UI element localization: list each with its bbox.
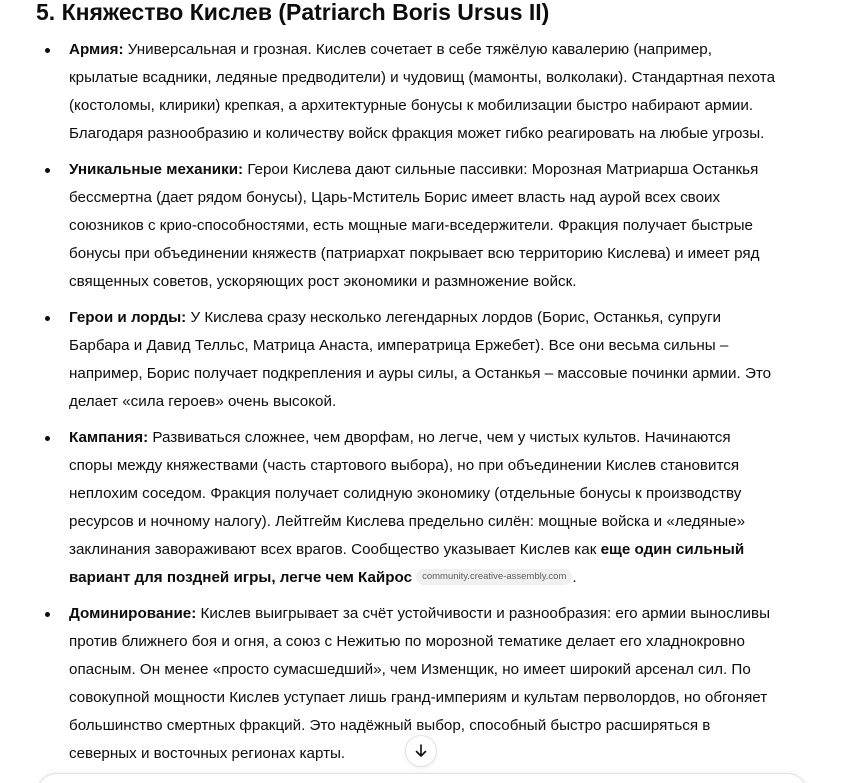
bullet-dot bbox=[45, 316, 50, 321]
bullet-dot bbox=[45, 48, 50, 53]
bullet-text: Кислев выигрывает за счёт устойчивости и разнообразия: его армии выносливы против ближнего боя и огня, а союз с Нежитью по морозной тематике делает его хладнокровно опасным. Он менее «просто сумасшедший», чем Изменщик, но имеет широкий арсенал сил. По совокупной мощности Кислев уступает лишь гранд-империям и культам перволордов, но обгоняет большинство смертных фракций. Это надёжный выбор, способный быстро расширяться в северных и восточных регионах карты. bbox=[69, 605, 770, 762]
bullet-dot bbox=[45, 436, 50, 441]
bullet-list bbox=[36, 36, 778, 776]
bullet-term: Доминирование: bbox=[69, 605, 197, 622]
bullet-strong-text: еще один сильный вариант для поздней игры, легче чем Кайрос bbox=[69, 541, 745, 586]
bullet-dot bbox=[45, 612, 50, 617]
section-heading: 5. Княжество Кислев (Patriarch Boris Ursus II) bbox=[36, 0, 550, 25]
bullet-term: Уникальные механики: bbox=[69, 161, 244, 178]
list-item-army bbox=[36, 36, 778, 148]
list-item-campaign bbox=[36, 424, 778, 592]
list-item-mechanics bbox=[36, 156, 778, 296]
bullet-text: Универсальная и грозная. Кислев сочетает в себе тяжёлую кавалерию (например, крылатые всадники, ледяные предводители) и чудовищ (мамонты, волколаки). Стандартная пехота (костоломы, клирики) крепкая, а архитектурные бонусы к мобилизации быстро набирают армии. Благодаря разнообразию и количеству войск фракция может гибко реагировать на любые угрозы. bbox=[69, 41, 776, 142]
bullet-text: У Кислева сразу несколько легендарных лордов (Борис, Останкья, супруги Барбара и Давид Телльс, Матрица Анаста, императрица Ержебет). Все они весьма сильны – например, Борис получает подкрепления и ауры силы, а Останкья – массовые починки армии. Это делает «сила героев» очень высокой. bbox=[69, 309, 772, 410]
bullet-tail: . bbox=[572, 569, 577, 586]
bullet-term: Армия: bbox=[69, 41, 124, 58]
arrow-down-icon bbox=[413, 743, 429, 759]
bullet-text: Герои Кислева дают сильные пассивки: Морозная Матриарша Останкья бессмертна (дает рядом бонусы), Царь-Мститель Борис имеет власть над аурой всех своих союзников с крио-способностями, есть мощные маги-вседержители. Фракция получает быстрые бонусы при объединении княжеств (патриархат покрывает всю территорию Кислева) и имеет ряд священных советов, ускоряющих рост экономики и размножение войск. bbox=[69, 161, 760, 290]
bullet-term: Герои и лорды: bbox=[69, 309, 187, 326]
source-citation-chip[interactable]: community.creative-assembly.com bbox=[416, 569, 572, 585]
scroll-to-bottom-button[interactable] bbox=[405, 735, 437, 767]
bullet-dot bbox=[45, 168, 50, 173]
list-item-heroes bbox=[36, 304, 778, 416]
bullet-term: Кампания: bbox=[69, 429, 149, 446]
bullet-text: Развиваться сложнее, чем дворфам, но легче, чем у чистых культов. Начинаются споры между княжествами (часть стартового выбора), но при объединении Кислев становится неплохим соседом. Фракция получает солидную экономику (отдельные бонусы к производству ресурсов и ночному налогу). Лейтгейм Кислева предельно силён: мощные войска и «ледяные» заклинания завораживают всех врагов. Сообщество указывает Кислев как bbox=[69, 429, 746, 558]
message-composer[interactable] bbox=[36, 773, 808, 783]
